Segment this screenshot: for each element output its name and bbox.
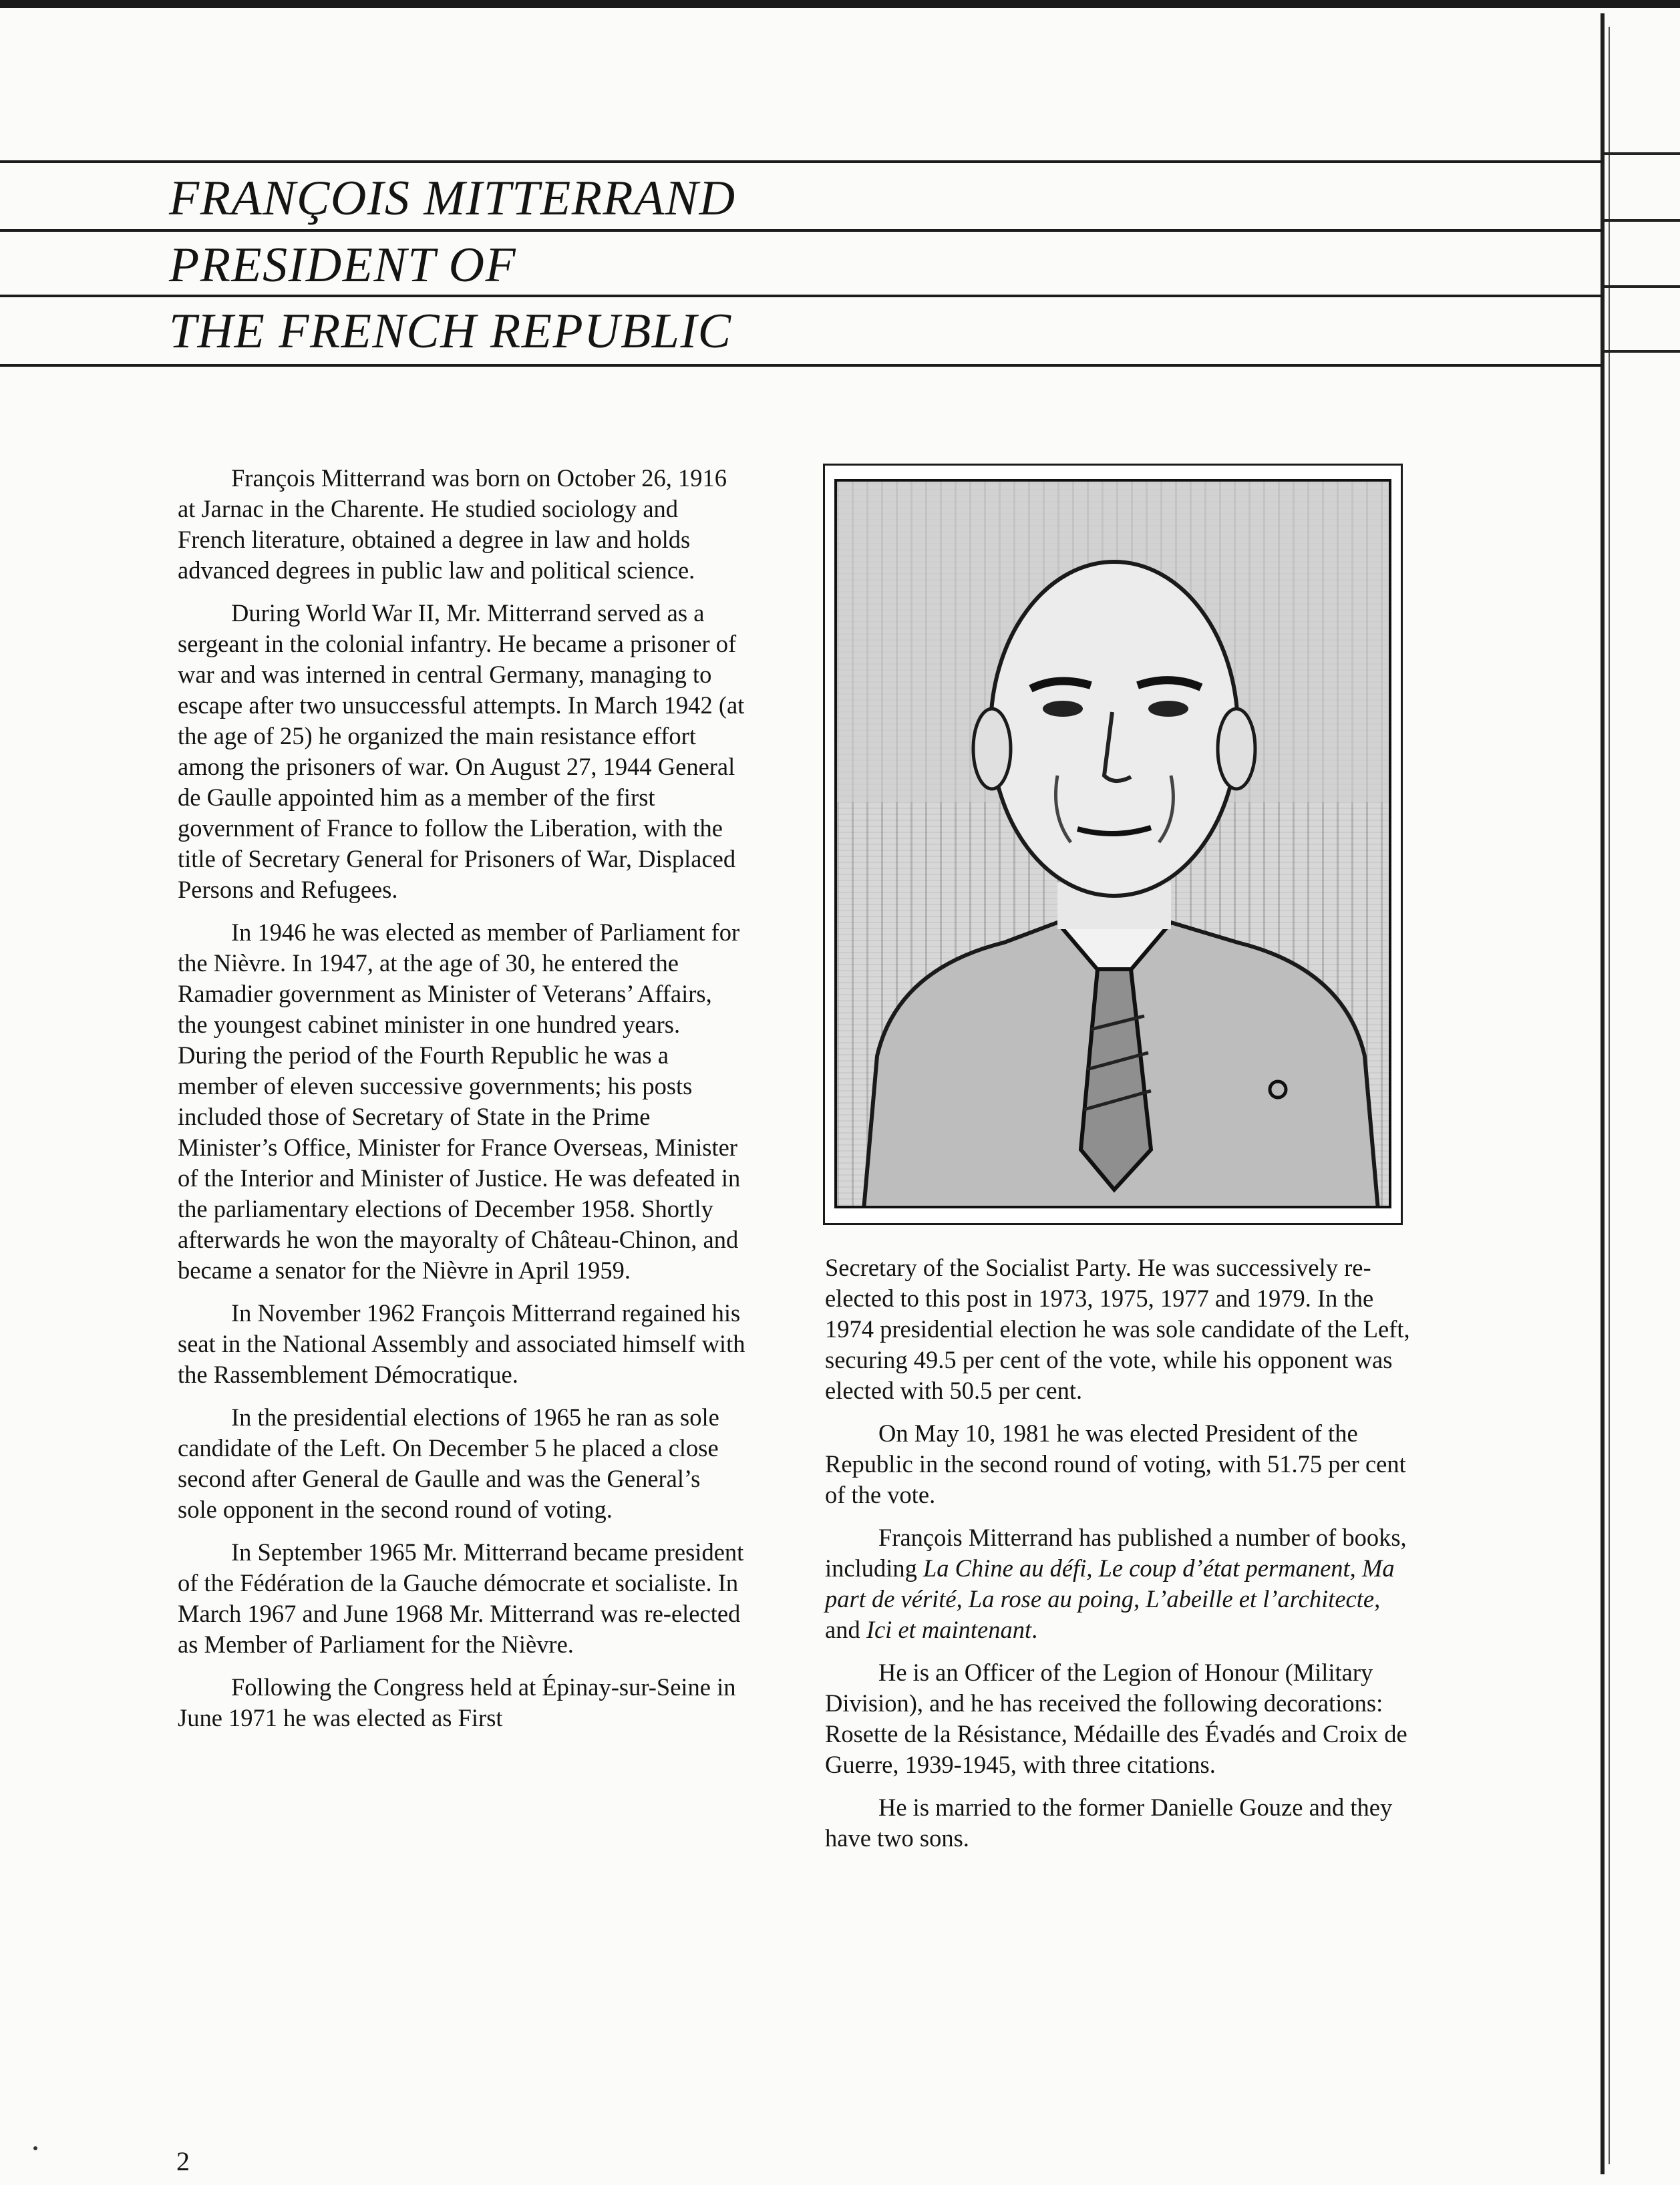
left-column — [178, 463, 745, 1745]
header-rule — [0, 229, 1603, 232]
paragraph-1965-election: In the presidential elections of 1965 he ran as sole candidate of the Left. On December 5 he placed a close second after General de Gaulle and was the General’s sole opponent in the second round of voting. — [178, 1403, 719, 1523]
paragraph-socialist-party: Secretary of the Socialist Party. He was successively re-elected to this post in 1973, 1975, 1977 and 1979. In the 1974 presidential election he was sole candidate of the Left, securing 49.5 per cent of the vote, while his opponent was elected with 50.5 per cent. — [825, 1254, 1410, 1404]
books-intro: François Mitterrand has published a number of books, including — [825, 1524, 1407, 1582]
binding-spine — [1601, 13, 1605, 2174]
paragraph-family: He is married to the former Danielle Gouze and they have two sons. — [825, 1794, 1393, 1852]
spine-tick — [1605, 350, 1680, 353]
title-line-2: PRESIDENT OF — [169, 238, 517, 293]
binding-spine-edge — [1609, 27, 1610, 2164]
paragraph-1962: In November 1962 François Mitterrand regained his seat in the National Assembly and associated himself with the Rassemblement Démocratique. — [178, 1299, 745, 1388]
book-title: Le coup d’état permanent, — [1098, 1554, 1356, 1582]
header-rule-bottom — [0, 364, 1603, 367]
book-title: Ma part de vérité, — [825, 1554, 1395, 1613]
paragraph-parliament: In 1946 he was elected as member of Parliament for the Nièvre. In 1947, at the age of 30, he entered the Ramadier government as Minister of Veterans’ Affairs, the youngest cabinet minister in one hundred years. During the period of the Fourth Republic he was a member of eleven successive governments; his posts included those of Secretary of State in the Prime Minister’s Office, Minister for France Overseas, Minister of the Interior and Minister of Justice. He was defeated in the parliamentary elections of December 1958. Shortly afterwards he won the mayoralty of Château-Chinon, and became a senator for the Nièvre in April 1959. — [178, 918, 741, 1284]
portrait-photo — [823, 464, 1403, 1225]
header-rule-top — [0, 160, 1603, 163]
title-line-3: THE FRENCH REPUBLIC — [169, 304, 732, 359]
right-column — [825, 1252, 1413, 1866]
book-title: Ici et maintenant — [866, 1616, 1032, 1643]
spine-tick — [1605, 219, 1680, 222]
page-number: 2 — [176, 2146, 190, 2176]
page-top-edge — [0, 0, 1680, 8]
paragraph-war: During World War II, Mr. Mitterrand served as a sergeant in the colonial infantry. He became a prisoner of war and was interned in central Germany, managing to escape after two unsuccessful attempts. In March 1942 (at the age of 25) he organized the main resistance effort among the prisoners of war. On August 27, 1944 General de Gaulle appointed him as a member of the first government of France to follow the Liberation, with the title of Secretary General for Prisoners of War, Displaced Persons and Refugees. — [178, 599, 745, 903]
paragraph-birth: François Mitterrand was born on October 26, 1916 at Jarnac in the Charente. He studied sociology and French literature, obtained a degree in law and holds advanced degrees in public law and political science. — [178, 464, 727, 584]
spine-tick — [1605, 152, 1680, 155]
spine-tick — [1605, 285, 1680, 288]
portrait-illustration — [837, 482, 1391, 1208]
scan-mark — [33, 2146, 37, 2150]
paragraph-epinay: Following the Congress held at Épinay-sur-Seine in June 1971 he was elected as First — [178, 1673, 736, 1731]
book-title: La rose au poing, — [968, 1585, 1140, 1613]
book-title: La Chine au défi, — [923, 1554, 1093, 1582]
portrait-image — [834, 479, 1391, 1208]
book-title: L’abeille et l’architecte, — [1146, 1585, 1381, 1613]
paragraph-1981-election: On May 10, 1981 he was elected President of the Republic in the second round of voting, with 51.75 per cent of the vote. — [825, 1419, 1406, 1508]
books-conjunction: and — [825, 1616, 860, 1643]
header-rule — [0, 295, 1603, 297]
paragraph-honours: He is an Officer of the Legion of Honour (Military Division), and he has received the following decorations: Rosette de la Résistance, Médaille des Évadés and Croix de Guerre, 1939-1945, with three citations. — [825, 1659, 1407, 1778]
paragraph-books — [825, 1522, 1413, 1645]
paragraph-federation: In September 1965 Mr. Mitterrand became president of the Fédération de la Gauche démocrate et socialiste. In March 1967 and June 1968 Mr. Mitterrand was re-elected as Member of Parliament for the Nièvre. — [178, 1538, 744, 1658]
books-end: . — [1031, 1616, 1038, 1643]
title-line-1: FRANÇOIS MITTERRAND — [169, 171, 736, 226]
